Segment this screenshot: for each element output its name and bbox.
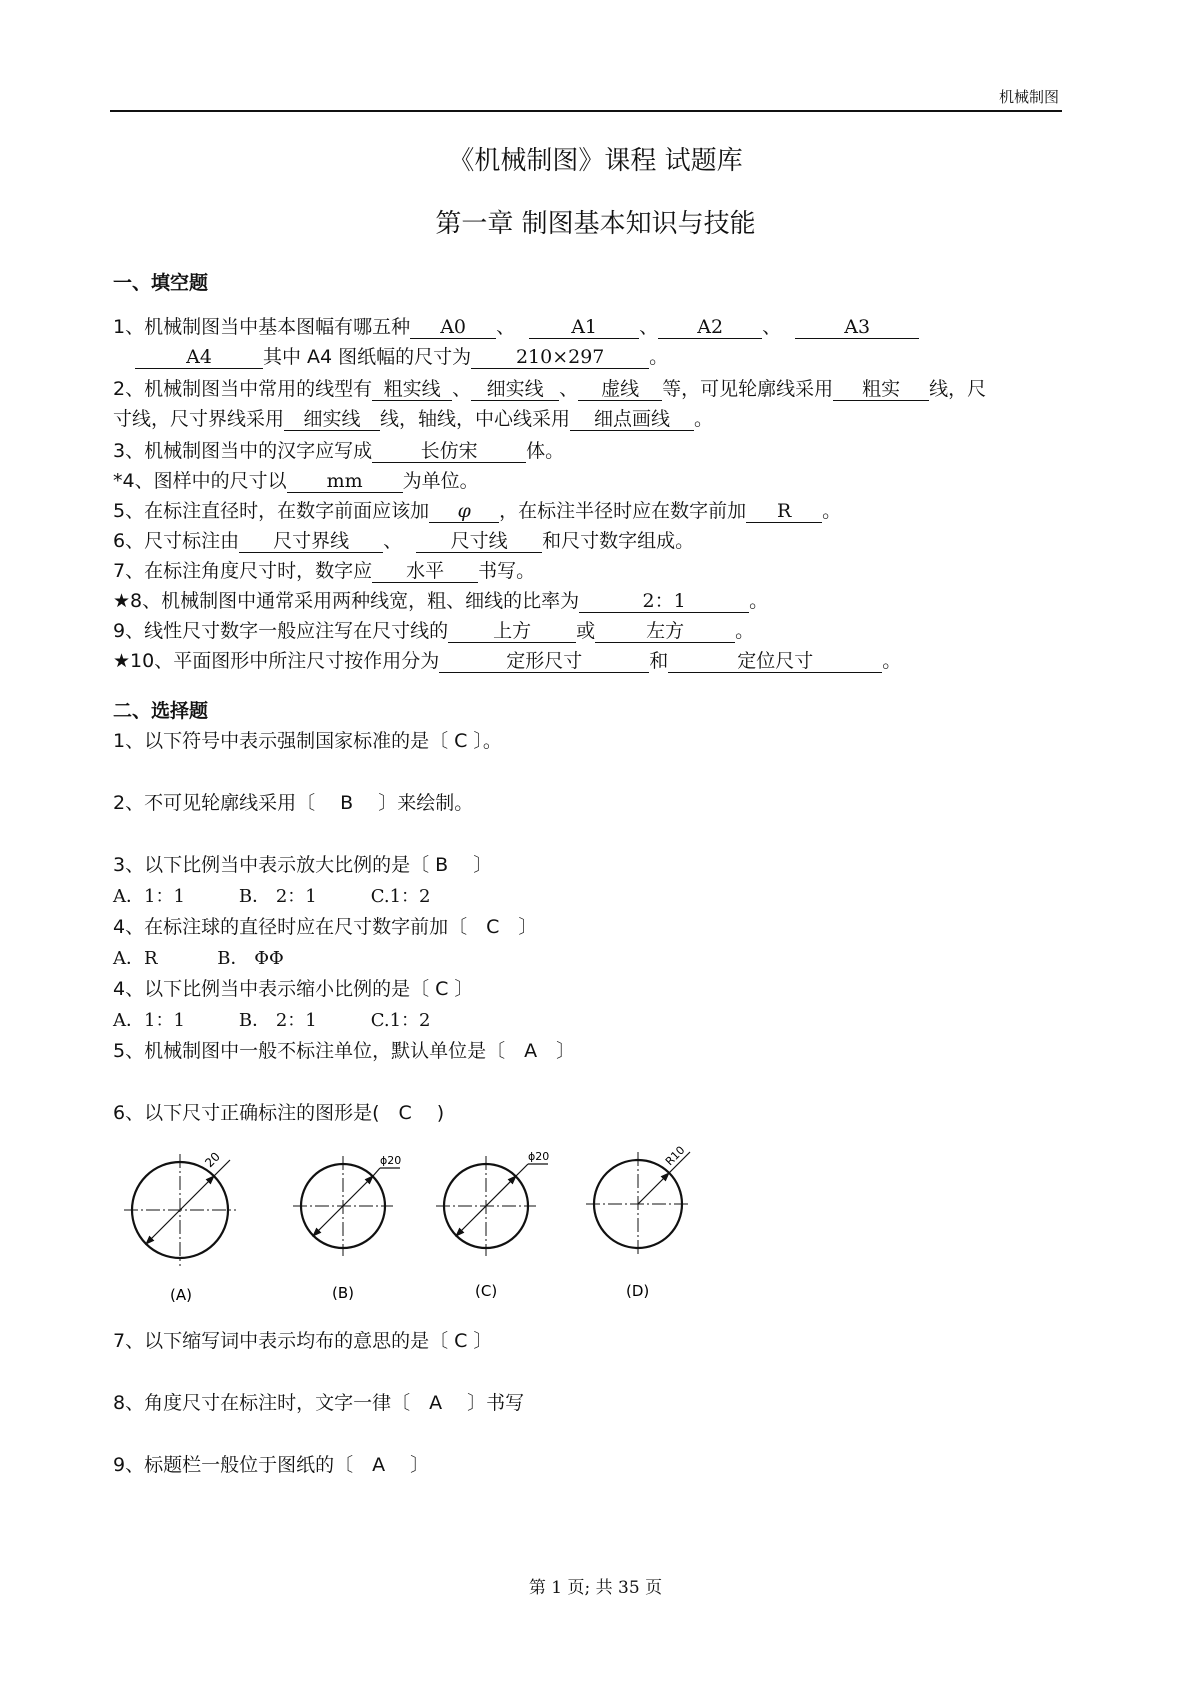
section-choice-heading: 二、选择题 — [113, 700, 209, 722]
choice-question-3: 3、以下比例当中表示放大比例的是〔 B 〕 — [113, 854, 493, 876]
figure-label-b: (B) — [332, 1284, 354, 1302]
question-1-line-2: A4 其中 A4 图纸幅的尺寸为 210×297 。 — [135, 344, 668, 370]
answer-blank: 细实线 — [471, 378, 559, 401]
choice-question-8: 8、角度尺寸在标注时，文字一律〔 A 〕书写 — [113, 1392, 525, 1414]
document-title: 《机械制图》课程 试题库 — [448, 146, 743, 176]
answer-blank: 定位尺寸 — [668, 650, 882, 673]
dim-label-b: ϕ20 — [380, 1154, 402, 1167]
page-header-text: 机械制图 — [998, 88, 1059, 106]
question-8: ★8、机械制图中通常采用两种线宽，粗、细线的比率为 2：1 。 — [113, 590, 769, 612]
choice-question-1: 1、以下符号中表示强制国家标准的是〔 C 〕。 — [113, 730, 502, 752]
choice-question-9: 9、标题栏一般位于图纸的〔 A 〕 — [113, 1454, 430, 1476]
answer-blank: A2 — [658, 316, 762, 339]
choice-question-7: 7、以下缩写词中表示均布的意思的是〔 C 〕 — [113, 1330, 493, 1352]
question-5: 5、在标注直径时，在数字前面应该加 φ ，在标注半径时应在数字前加 R 。 — [113, 500, 842, 522]
answer-blank: 水平 — [372, 560, 478, 583]
choice-question-4: 4、在标注球的直径时应在尺寸数字前加〔 C 〕 — [113, 916, 538, 938]
answer-blank: φ — [429, 500, 499, 523]
circle-figure-a — [124, 1149, 236, 1304]
figure-label-a: (A) — [170, 1286, 192, 1304]
answer-blank: 粗实线 — [372, 378, 452, 401]
choice-question-4-options: A．R B． ΦΦ — [113, 948, 284, 969]
dimensioning-figure — [118, 1140, 738, 1310]
question-9: 9、线性尺寸数字一般应注写在尺寸线的 上方 或 左方 。 — [113, 620, 755, 642]
answer-blank: 长仿宋 — [372, 440, 526, 463]
answer-blank: A0 — [410, 316, 496, 339]
answer-blank: 左方 — [595, 620, 735, 643]
header-rule — [110, 110, 1062, 112]
question-4: *4、图样中的尺寸以 mm 为单位。 — [113, 470, 479, 492]
answer-blank: 细实线 — [284, 408, 380, 431]
dim-label-d: R10 — [662, 1143, 688, 1169]
question-3: 3、机械制图当中的汉字应写成 长仿宋 体。 — [113, 440, 565, 462]
answer-blank: A3 — [795, 316, 919, 339]
answer-blank: 上方 — [448, 620, 576, 643]
question-2-line-2: 寸线，尺寸界线采用 细实线 线，轴线，中心线采用 细点画线 。 — [113, 408, 714, 430]
choice-question-2: 2、不可见轮廓线采用〔 B 〕来绘制。 — [113, 792, 474, 814]
figure-label-c: (C) — [475, 1282, 498, 1300]
choice-question-4b: 4、以下比例当中表示缩小比例的是〔 C 〕 — [113, 978, 474, 1000]
choice-question-3-options: A．1：1 B． 2：1 C.1：2 — [113, 886, 431, 907]
circle-figure-d — [586, 1144, 690, 1300]
page-footer: 第 1 页; 共 35 页 — [528, 1578, 663, 1598]
question-10: ★10、平面图形中所注尺寸按作用分为 定形尺寸 和 定位尺寸 。 — [113, 650, 902, 672]
chapter-title: 第一章 制图基本知识与技能 — [435, 209, 756, 239]
question-6: 6、尺寸标注由 尺寸界线 、 尺寸线 和尺寸数字组成。 — [113, 530, 695, 552]
question-1-line-1: 1、机械制图当中基本图幅有哪五种 A0 、 A1 、 A2 、 A3 — [113, 314, 919, 340]
answer-blank: mm — [287, 470, 403, 493]
circle-figure-b — [293, 1154, 401, 1302]
answer-blank: 粗实 — [833, 378, 929, 401]
question-7: 7、在标注角度尺寸时，数字应 水平 书写。 — [113, 560, 536, 582]
circle-figure-c — [436, 1150, 549, 1300]
answer-blank: 2：1 — [579, 590, 749, 613]
choice-question-5: 5、机械制图中一般不标注单位，默认单位是〔 A 〕 — [113, 1040, 576, 1062]
answer-blank: A4 — [135, 346, 263, 369]
answer-blank: 210×297 — [471, 346, 649, 369]
answer-blank: 虚线 — [578, 378, 662, 401]
answer-blank: R — [746, 500, 822, 523]
figure-label-d: (D) — [626, 1282, 650, 1300]
choice-question-4b-options: A．1：1 B． 2：1 C.1：2 — [113, 1010, 431, 1031]
answer-blank: 尺寸界线 — [239, 530, 383, 553]
question-2-line-1: 2、机械制图当中常用的线型有 粗实线 、 细实线 、 虚线 等，可见轮廓线采用 粗实 线，尺 — [113, 378, 987, 400]
answer-blank: 尺寸线 — [416, 530, 542, 553]
choice-question-6: 6、以下尺寸正确标注的图形是( C ) — [113, 1102, 445, 1124]
dim-label-a: 20 — [202, 1149, 223, 1171]
section-fill-in-heading: 一、填空题 — [113, 272, 209, 294]
answer-blank: 定形尺寸 — [439, 650, 649, 673]
answer-blank: 细点画线 — [570, 408, 694, 431]
dim-label-c: ϕ20 — [528, 1150, 550, 1163]
answer-blank: A1 — [529, 316, 639, 339]
